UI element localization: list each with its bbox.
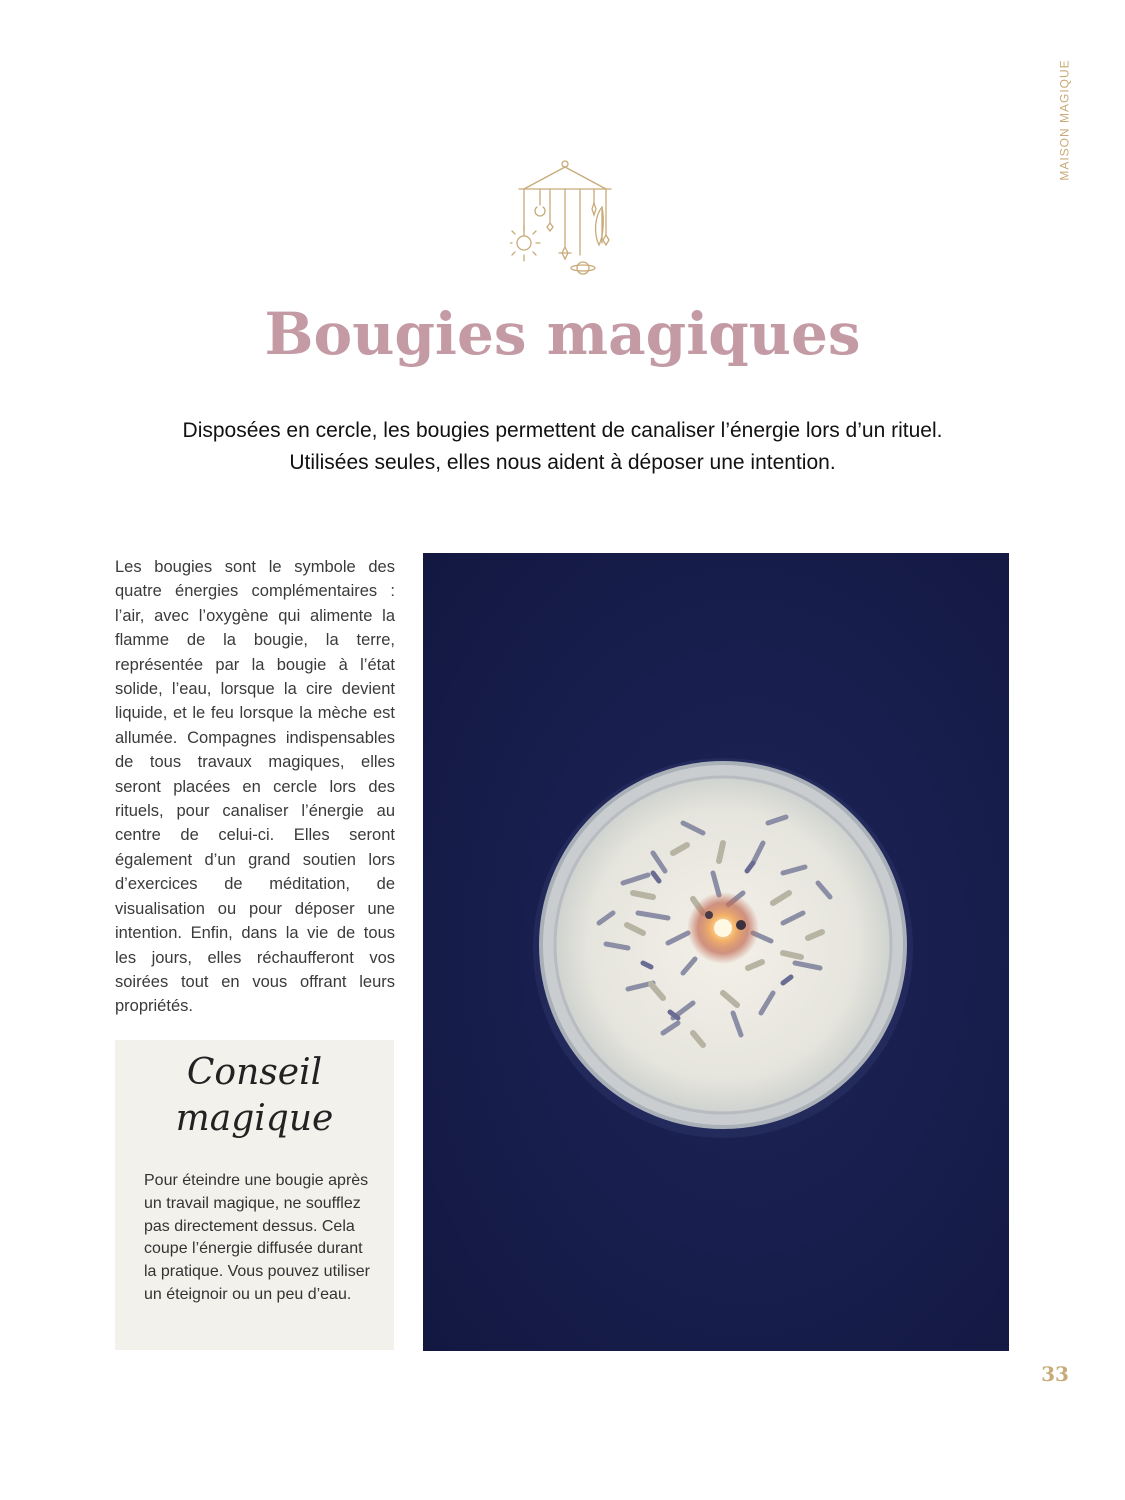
tip-title-line-2: magique [175, 1098, 334, 1139]
tip-box [115, 1040, 394, 1350]
section-label [1045, 55, 1085, 185]
section-label-text: MAISON MAGIQUE [1058, 59, 1072, 181]
candle-photo [423, 553, 1009, 1351]
tip-text: Pour éteindre une bougie après un travail magique, ne soufflez pas directement dessus. Cela coupe l’énergie diffusée durant la pratique. Vous pouvez utiliser un éteignoir ou un peu d’eau. [144, 1172, 370, 1303]
tip-title-line-1: Conseil [186, 1052, 323, 1093]
page-number: 33 [1041, 1362, 1069, 1386]
hanging-celestial-mobile-icon [510, 155, 620, 285]
intro-paragraph: Disposées en cercle, les bougies permettent de canaliser l’énergie lors d’un rituel. Utilisées seules, elles nous aident à déposer une intention. [182, 419, 943, 474]
tip-title [115, 1050, 394, 1142]
page-title: Bougies magiques [264, 300, 861, 368]
body-paragraph: Les bougies sont le symbole des quatre énergies complémentaires : l’air, avec l’oxygène qui alimente la flamme de la bougie, la terre, représentée par la bougie à l’état solide, l’eau, lorsque la cire devient liquide, et le feu lorsque la mèche est allumée. Compagnes indispensables de tous travaux magiques, elles seront placées en cercle lors des rituels, pour canaliser l’énergie au centre de celui-ci. Elles seront également d’un grand soutien lors d’exercices de méditation, de visualisation ou pour déposer une intention. Enfin, dans la vie de tous les jours, elles réchaufferont vos soirées tout en vous offrant leurs propriétés. [115, 558, 395, 1016]
